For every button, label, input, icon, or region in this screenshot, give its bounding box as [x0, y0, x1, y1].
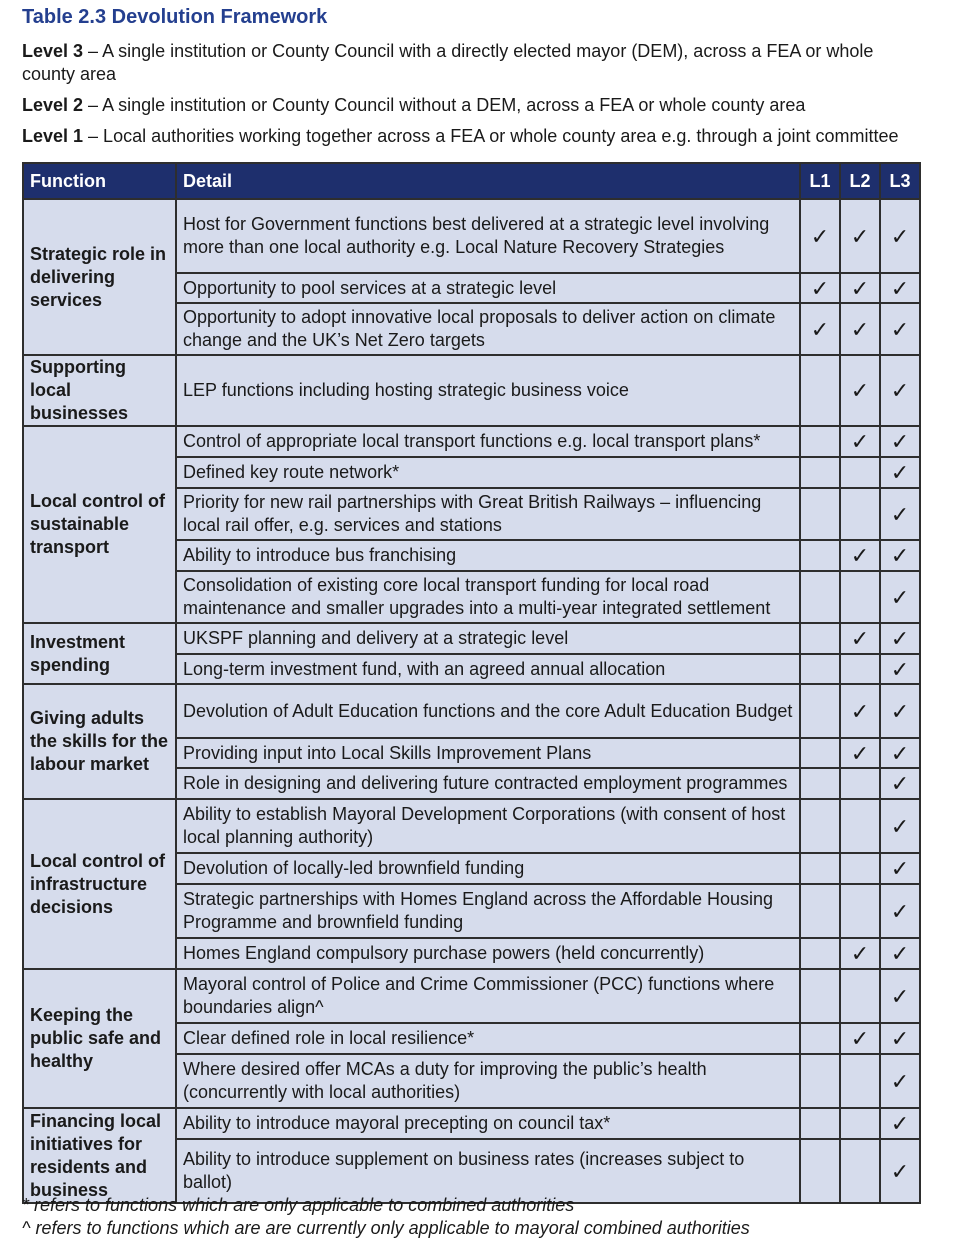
l3-cell	[880, 488, 920, 540]
l1-cell	[800, 768, 840, 799]
table-row	[23, 199, 920, 273]
l2-cell	[840, 355, 880, 426]
l1-cell	[800, 355, 840, 426]
check-mark-icon: ✓	[810, 275, 830, 301]
check-mark-icon: ✓	[890, 1158, 910, 1184]
detail-cell: Opportunity to adopt innovative local proposals to deliver action on climate change and the UK’s Net Zero targets	[176, 303, 800, 355]
detail-cell: LEP functions including hosting strategic business voice	[176, 355, 800, 426]
l2-cell	[840, 799, 880, 853]
check-mark-icon: ✓	[850, 223, 870, 249]
l3-cell	[880, 457, 920, 488]
l3-cell	[880, 540, 920, 571]
check-mark-icon: ✓	[890, 1111, 910, 1136]
check-mark-icon: ✓	[890, 771, 910, 796]
check-mark-icon: ✓	[850, 740, 870, 766]
check-mark-icon: ✓	[890, 223, 910, 249]
l1-cell	[800, 303, 840, 355]
header-l3: L3	[880, 163, 920, 199]
check-mark-icon: ✓	[850, 316, 870, 342]
detail-cell: Ability to introduce mayoral precepting on council tax*	[176, 1108, 800, 1139]
header-l1: L1	[800, 163, 840, 199]
detail-cell: Ability to establish Mayoral Development Corporations (with consent of host local planning authority)	[176, 799, 800, 853]
l2-cell	[840, 1054, 880, 1108]
detail-cell: Devolution of locally-led brownfield funding	[176, 853, 800, 884]
l3-cell	[880, 799, 920, 853]
table-row	[23, 623, 920, 654]
detail-cell: Host for Government functions best delivered at a strategic level involving more than one local authority e.g. Local Nature Recovery Strategies	[176, 199, 800, 273]
l1-cell	[800, 1054, 840, 1108]
table-title: Table 2.3 Devolution Framework	[22, 6, 328, 28]
detail-cell: Role in designing and delivering future contracted employment programmes	[176, 768, 800, 799]
l3-cell	[880, 1054, 920, 1108]
check-mark-icon: ✓	[850, 429, 870, 454]
l2-cell	[840, 884, 880, 938]
function-cell: Supporting local businesses	[23, 355, 176, 426]
check-mark-icon: ✓	[810, 316, 830, 342]
l1-cell	[800, 1023, 840, 1054]
check-mark-icon: ✓	[890, 378, 910, 403]
l2-cell	[840, 684, 880, 738]
check-mark-icon: ✓	[890, 316, 910, 342]
detail-cell: Providing input into Local Skills Improvement Plans	[176, 738, 800, 768]
detail-cell: Clear defined role in local resilience*	[176, 1023, 800, 1054]
detail-cell: Homes England compulsory purchase powers (held concurrently)	[176, 938, 800, 969]
l1-cell	[800, 488, 840, 540]
detail-cell: Consolidation of existing core local transport funding for local road maintenance and smaller upgrades into a multi-year integrated settlement	[176, 571, 800, 623]
check-mark-icon: ✓	[890, 1026, 910, 1051]
l2-cell	[840, 654, 880, 684]
function-cell: Giving adults the skills for the labour market	[23, 684, 176, 799]
header-function: Function	[23, 163, 176, 199]
l3-cell	[880, 938, 920, 969]
function-cell: Keeping the public safe and healthy	[23, 969, 176, 1108]
detail-cell: Ability to introduce bus franchising	[176, 540, 800, 571]
l2-cell	[840, 938, 880, 969]
l3-cell	[880, 654, 920, 684]
l2-cell	[840, 969, 880, 1023]
l1-cell	[800, 623, 840, 654]
level-3-description	[22, 40, 922, 86]
l3-cell	[880, 426, 920, 457]
header-detail: Detail	[176, 163, 800, 199]
l2-cell	[840, 303, 880, 355]
table-row	[23, 799, 920, 853]
check-mark-icon: ✓	[890, 626, 910, 651]
detail-cell: Priority for new rail partnerships with Great British Railways – influencing local rail offer, e.g. services and stations	[176, 488, 800, 540]
table-header-row	[23, 163, 920, 199]
l2-cell	[840, 457, 880, 488]
check-mark-icon: ✓	[850, 275, 870, 301]
l2-cell	[840, 1108, 880, 1139]
footnote-asterisk: * refers to functions which are only applicable to combined authorities	[22, 1195, 575, 1215]
function-cell: Local control of sustainable transport	[23, 426, 176, 623]
l3-cell	[880, 969, 920, 1023]
l1-cell	[800, 273, 840, 303]
level-1-description	[22, 125, 922, 148]
l3-cell	[880, 884, 920, 938]
level-3-name: Level 3	[22, 41, 84, 61]
l2-cell	[840, 1023, 880, 1054]
detail-cell: Devolution of Adult Education functions and the core Adult Education Budget	[176, 684, 800, 738]
check-mark-icon: ✓	[890, 740, 910, 766]
check-mark-icon: ✓	[890, 584, 910, 610]
l3-cell	[880, 684, 920, 738]
check-mark-icon: ✓	[890, 543, 910, 568]
level-2-name: Level 2	[22, 95, 84, 115]
level-1-name: Level 1	[22, 126, 84, 146]
function-cell: Financing local initiatives for residents and business	[23, 1108, 176, 1203]
l3-cell	[880, 1023, 920, 1054]
detail-cell: Opportunity to pool services at a strategic level	[176, 273, 800, 303]
l2-cell	[840, 853, 880, 884]
detail-cell: Where desired offer MCAs a duty for improving the public’s health (concurrently with local authorities)	[176, 1054, 800, 1108]
check-mark-icon: ✓	[850, 543, 870, 568]
function-cell: Investment spending	[23, 623, 176, 684]
l1-cell	[800, 571, 840, 623]
l1-cell	[800, 426, 840, 457]
level-3-text: – A single institution or County Council with a directly elected mayor (DEM), across a FEA or whole county area	[22, 41, 874, 84]
l1-cell	[800, 199, 840, 273]
level-2-text: – A single institution or County Council without a DEM, across a FEA or whole county area	[83, 95, 806, 115]
check-mark-icon: ✓	[850, 698, 870, 724]
l2-cell	[840, 540, 880, 571]
check-mark-icon: ✓	[890, 856, 910, 881]
l1-cell	[800, 540, 840, 571]
devolution-framework-table	[22, 162, 921, 1204]
l1-cell	[800, 884, 840, 938]
check-mark-icon: ✓	[890, 275, 910, 301]
detail-cell: UKSPF planning and delivery at a strategic level	[176, 623, 800, 654]
l1-cell	[800, 938, 840, 969]
l3-cell	[880, 571, 920, 623]
l2-cell	[840, 768, 880, 799]
table-row	[23, 355, 920, 426]
l1-cell	[800, 1139, 840, 1203]
check-mark-icon: ✓	[890, 1068, 910, 1094]
l3-cell	[880, 355, 920, 426]
check-mark-icon: ✓	[850, 941, 870, 966]
l2-cell	[840, 273, 880, 303]
l1-cell	[800, 969, 840, 1023]
check-mark-icon: ✓	[890, 698, 910, 724]
check-mark-icon: ✓	[890, 656, 910, 682]
check-mark-icon: ✓	[890, 983, 910, 1009]
l3-cell	[880, 1108, 920, 1139]
detail-cell: Ability to introduce supplement on business rates (increases subject to ballot)	[176, 1139, 800, 1203]
l1-cell	[800, 1108, 840, 1139]
l3-cell	[880, 738, 920, 768]
level-2-description	[22, 94, 922, 117]
header-l2: L2	[840, 163, 880, 199]
l3-cell	[880, 768, 920, 799]
check-mark-icon: ✓	[810, 223, 830, 249]
detail-cell: Strategic partnerships with Homes England across the Affordable Housing Programme and brownfield funding	[176, 884, 800, 938]
check-mark-icon: ✓	[890, 501, 910, 527]
check-mark-icon: ✓	[890, 429, 910, 454]
l3-cell	[880, 199, 920, 273]
detail-cell: Control of appropriate local transport functions e.g. local transport plans*	[176, 426, 800, 457]
l1-cell	[800, 738, 840, 768]
l2-cell	[840, 426, 880, 457]
footnote-caret: ^ refers to functions which are are currently only applicable to mayoral combined authorities	[22, 1218, 750, 1238]
l2-cell	[840, 623, 880, 654]
l2-cell	[840, 488, 880, 540]
l3-cell	[880, 1139, 920, 1203]
l2-cell	[840, 738, 880, 768]
table-row	[23, 1108, 920, 1139]
l3-cell	[880, 853, 920, 884]
l1-cell	[800, 457, 840, 488]
check-mark-icon: ✓	[890, 813, 910, 839]
l1-cell	[800, 853, 840, 884]
table-row	[23, 969, 920, 1023]
check-mark-icon: ✓	[890, 460, 910, 485]
l2-cell	[840, 1139, 880, 1203]
detail-cell: Defined key route network*	[176, 457, 800, 488]
check-mark-icon: ✓	[890, 898, 910, 924]
table-row	[23, 684, 920, 738]
check-mark-icon: ✓	[850, 378, 870, 403]
l3-cell	[880, 303, 920, 355]
table-row	[23, 426, 920, 457]
l3-cell	[880, 623, 920, 654]
table-body	[23, 199, 920, 1203]
function-cell: Local control of infrastructure decisions	[23, 799, 176, 969]
l2-cell	[840, 199, 880, 273]
l2-cell	[840, 571, 880, 623]
l1-cell	[800, 799, 840, 853]
level-1-text: – Local authorities working together across a FEA or whole county area e.g. through a joint committee	[83, 126, 899, 146]
l1-cell	[800, 654, 840, 684]
l1-cell	[800, 684, 840, 738]
detail-cell: Mayoral control of Police and Crime Commissioner (PCC) functions where boundaries align^	[176, 969, 800, 1023]
check-mark-icon: ✓	[850, 1026, 870, 1051]
check-mark-icon: ✓	[850, 626, 870, 651]
detail-cell: Long-term investment fund, with an agreed annual allocation	[176, 654, 800, 684]
check-mark-icon: ✓	[890, 941, 910, 966]
function-cell: Strategic role in delivering services	[23, 199, 176, 355]
l3-cell	[880, 273, 920, 303]
